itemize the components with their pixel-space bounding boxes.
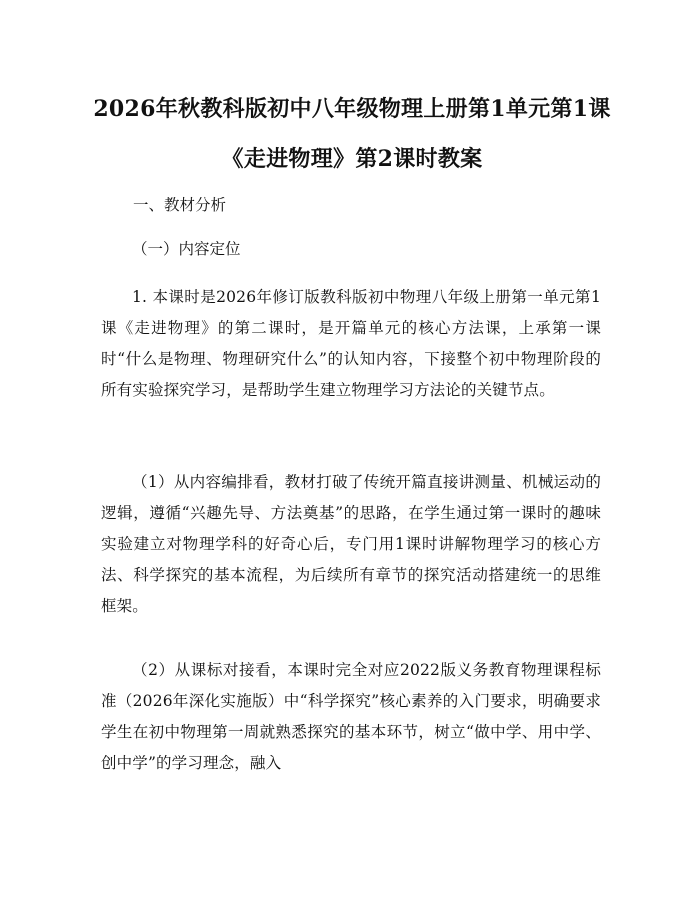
paragraph-course-position: 1. 本课时是2026年修订版教科版初中物理八年级上册第一单元第1课《走进物理》的第二课时，是开篇单元的核心方法课，上承第一课时“什么是物理、物理研究什么”的认知内容，下接整个初中物理阶段的所有实验探究学习，是帮助学生建立物理学习方法论的关键节点。 <box>101 288 601 399</box>
document-title: 2026年秋教科版初中八年级物理上册第1单元第1课《走进物理》第2课时教案 <box>93 96 611 172</box>
paragraph-curriculum-standard: （2）从课标对接看，本课时完全对应2022版义务教育物理课程标准（2026年深化实施版）中“科学探究”核心素养的入门要求，明确要求学生在初中物理第一周就熟悉探究的基本环节，树立“做中学、用中学、创中学”的学习理念，融入 <box>101 661 601 772</box>
section-heading-teaching-material-analysis: 一、教材分析 <box>133 196 227 214</box>
subsection-heading-content-positioning: （一）内容定位 <box>132 240 241 258</box>
paragraph-content-arrangement: （1）从内容编排看，教材打破了传统开篇直接讲测量、机械运动的逻辑，遵循“兴趣先导、方法奠基”的思路，在学生通过第一课时的趣味实验建立对物理学科的好奇心后，专门用1课时讲解物理学习的核心方法、科学探究的基本流程，为后续所有章节的探究活动搭建统一的思维框架。 <box>101 473 601 615</box>
